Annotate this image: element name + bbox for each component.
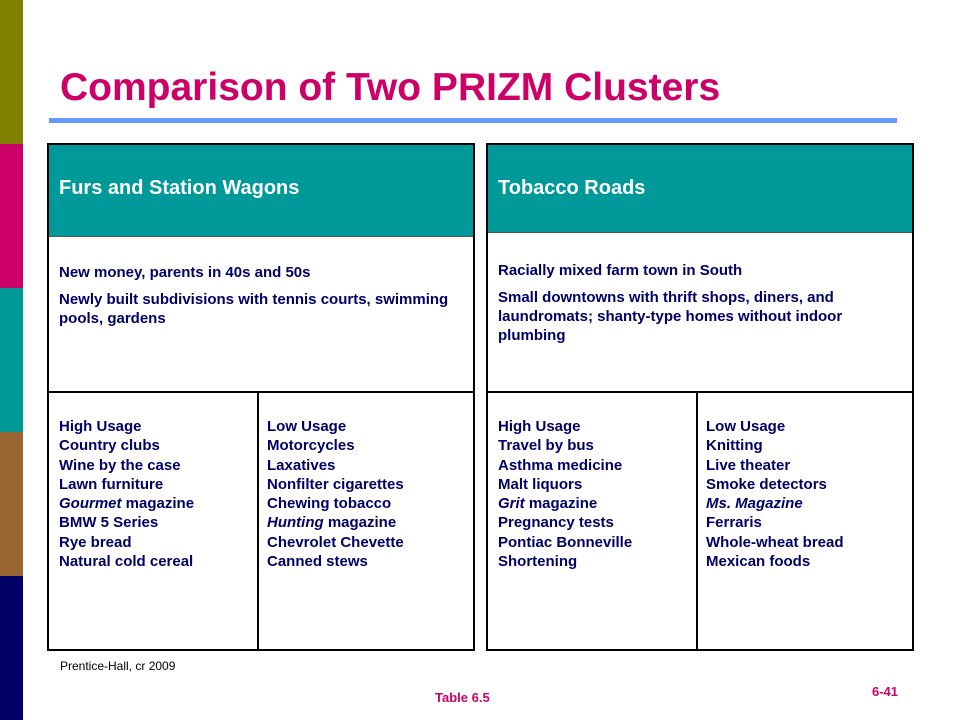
- cluster-card-furs-station-wagons: [47, 143, 475, 651]
- source-credit: Prentice-Hall, cr 2009: [60, 659, 176, 673]
- magazine-title: Hunting: [267, 514, 324, 532]
- high-usage-header: High Usage: [59, 418, 142, 435]
- list-item: Motorcycles: [267, 437, 355, 455]
- card-description: [498, 261, 904, 345]
- list-item: Canned stews: [267, 553, 368, 571]
- list-item: Ferraris: [706, 514, 762, 532]
- decorative-stripe-olive: [0, 0, 23, 144]
- list-item: BMW 5 Series: [59, 514, 159, 532]
- list-item: Laxatives: [267, 456, 336, 474]
- low-usage-list: [267, 417, 404, 571]
- slide-title: Comparison of Two PRIZM Clusters: [60, 66, 721, 109]
- list-item: Shortening: [498, 553, 578, 571]
- table-label: Table 6.5: [435, 690, 490, 705]
- list-item: Chevrolet Chevette: [267, 533, 404, 551]
- list-item: Live theater: [706, 456, 791, 474]
- decorative-stripe-teal: [0, 288, 23, 432]
- card-title: Tobacco Roads: [498, 177, 646, 199]
- list-item: Nonfilter cigarettes: [267, 475, 404, 493]
- low-usage-list: [706, 417, 844, 571]
- list-item: Whole-wheat bread: [706, 533, 844, 551]
- decorative-stripe-brown: [0, 432, 23, 576]
- list-item: Asthma medicine: [498, 456, 623, 474]
- high-usage-list: [59, 417, 194, 571]
- high-usage-header: High Usage: [498, 418, 581, 435]
- list-item: Travel by bus: [498, 437, 594, 455]
- high-usage-list: [498, 417, 632, 571]
- list-item: Mexican foods: [706, 553, 811, 571]
- low-usage-header: Low Usage: [267, 418, 347, 435]
- decorative-stripe-navy: [0, 576, 23, 720]
- list-item: Pontiac Bonneville: [498, 533, 633, 551]
- cluster-card-tobacco-roads: [486, 143, 914, 651]
- list-item-rest: magazine: [524, 495, 598, 513]
- list-item: Natural cold cereal: [59, 553, 194, 571]
- section-divider: [49, 391, 473, 393]
- section-divider: [488, 391, 912, 393]
- list-item: Lawn furniture: [59, 475, 164, 493]
- description-line: New money, parents in 40s and 50s: [59, 264, 311, 281]
- list-item: [706, 494, 844, 513]
- list-item: Rye bread: [59, 533, 132, 551]
- low-usage-header: Low Usage: [706, 418, 786, 435]
- description-line: Small downtowns with thrift shops, diners, and laundromats; shanty-type homes without indoor plumbing: [498, 289, 843, 344]
- list-item-rest: magazine: [121, 495, 195, 513]
- list-item: [267, 513, 404, 532]
- list-item: Pregnancy tests: [498, 514, 614, 532]
- column-divider: [257, 392, 259, 649]
- magazine-title: Gourmet: [59, 495, 122, 513]
- list-item: [59, 494, 194, 513]
- magazine-title: Ms. Magazine: [706, 495, 803, 513]
- card-header: [49, 145, 473, 237]
- magazine-title: Grit: [498, 495, 525, 513]
- column-divider: [696, 392, 698, 649]
- list-item: Knitting: [706, 437, 763, 455]
- list-item-rest: magazine: [323, 514, 397, 532]
- card-header: [488, 145, 912, 233]
- list-item: Wine by the case: [59, 456, 181, 474]
- card-description: [59, 263, 465, 328]
- description-line: Racially mixed farm town in South: [498, 262, 743, 279]
- decorative-stripe-magenta: [0, 144, 23, 288]
- list-item: [498, 494, 632, 513]
- page-number: 6-41: [872, 684, 899, 699]
- list-item: Smoke detectors: [706, 475, 827, 493]
- description-line: Newly built subdivisions with tennis courts, swimming pools, gardens: [59, 291, 449, 327]
- list-item: Country clubs: [59, 437, 160, 455]
- list-item: Chewing tobacco: [267, 495, 392, 513]
- card-title: Furs and Station Wagons: [59, 177, 300, 199]
- title-underline: [49, 118, 897, 123]
- list-item: Malt liquors: [498, 475, 583, 493]
